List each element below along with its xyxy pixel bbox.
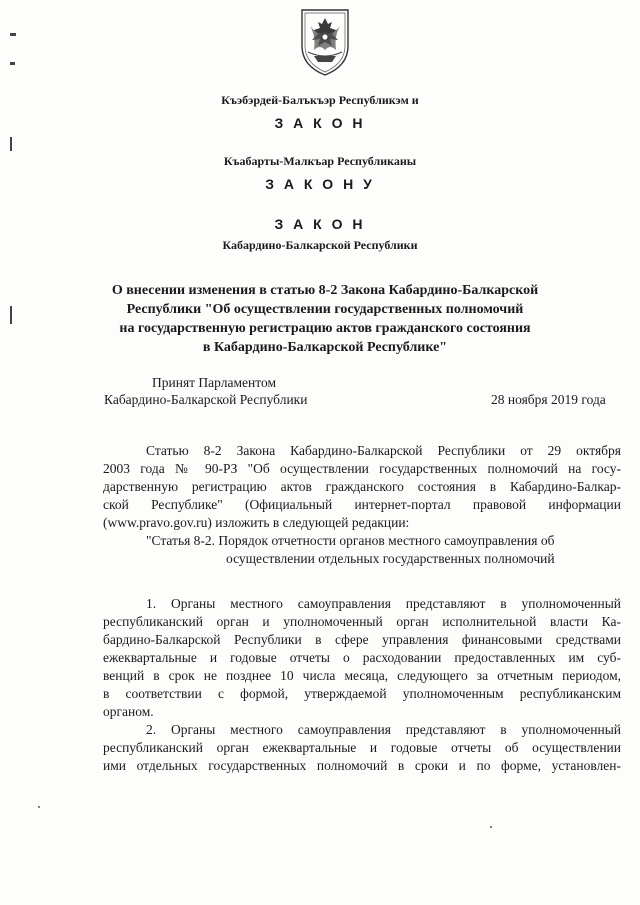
body-line: "Статья 8-2. Порядок отчетности органов местного самоуправления об: [146, 533, 555, 548]
body-line: венций в срок не позднее 10 числа месяца, следующего за отчетным периодом,: [103, 668, 621, 683]
body-line: ской Республике" (Официальный интернет-портал правовой информации: [103, 497, 621, 512]
body-line: 2003 года № 90-РЗ "Об осуществлении государственных полномочий на госу-: [103, 461, 621, 476]
kabardian-law-heading: З А К О Н: [274, 115, 366, 131]
law-title-line: в Кабардино-Балкарской Республике": [202, 340, 448, 355]
body-line: дарственную регистрацию актов гражданского состояния в Кабардино-Балкар-: [103, 479, 621, 494]
body-line: бардино-Балкарской Республики в сфере управления финансовыми средствами: [103, 632, 621, 647]
russian-republic-title: Кабардино-Балкарской Республики: [222, 238, 418, 252]
law-title-line: Республики "Об осуществлении государственных полномочий: [126, 302, 524, 317]
kabardian-republic-title: Къэбэрдей-Балъкъэр Республикэм и: [221, 93, 419, 107]
body-line: (www.pravo.gov.ru) изложить в следующей редакции:: [103, 515, 410, 530]
scan-mark: [10, 33, 16, 36]
body-line: 1. Органы местного самоуправления представляют в уполномоченный: [146, 596, 621, 611]
law-title: [100, 281, 550, 357]
body-line: 2. Органы местного самоуправления представляют в уполномоченный: [146, 722, 621, 737]
scan-mark: [10, 137, 12, 151]
law-title-line: О внесении изменения в статью 8-2 Закона Кабардино-Балкарской: [111, 283, 539, 298]
kbr-coat-of-arms-icon: [296, 6, 354, 78]
body-line: Статью 8-2 Закона Кабардино-Балкарской Республики от 29 октября: [146, 443, 621, 458]
scan-mark: [10, 306, 12, 324]
scan-speck: [490, 826, 492, 828]
body-line: республиканский орган и уполномоченный орган исполнительной власти Ка-: [103, 614, 621, 629]
body-line: ими отдельных государственных полномочий в сроки и по форме, установлен-: [103, 758, 621, 773]
scan-mark: [10, 62, 15, 65]
law-title-line: на государственную регистрацию актов гражданского состояния: [119, 321, 531, 336]
body-line: ежеквартальные и годовые отчеты о расходовании предоставленных им суб-: [103, 650, 621, 665]
russian-law-heading: З А К О Н: [274, 216, 366, 232]
body-line: республиканский орган ежеквартальные и годовые отчеты об осуществлении: [103, 740, 621, 755]
balkar-law-heading: З А К О Н У: [265, 176, 375, 192]
balkar-republic-title: Къабарты-Малкъар Республиканы: [223, 154, 417, 168]
body-line: в соответствии с формой, утверждаемой уполномоченным республиканским: [103, 686, 621, 701]
adoption-line-2: Кабардино-Балкарской Республики: [104, 392, 308, 407]
body-line: органом.: [103, 704, 154, 719]
body-line: осуществлении отдельных государственных полномочий: [226, 551, 555, 566]
adoption-date: 28 ноября 2019 года: [491, 392, 606, 407]
scan-speck: [38, 806, 40, 808]
adoption-line-1: Принят Парламентом: [152, 375, 276, 390]
